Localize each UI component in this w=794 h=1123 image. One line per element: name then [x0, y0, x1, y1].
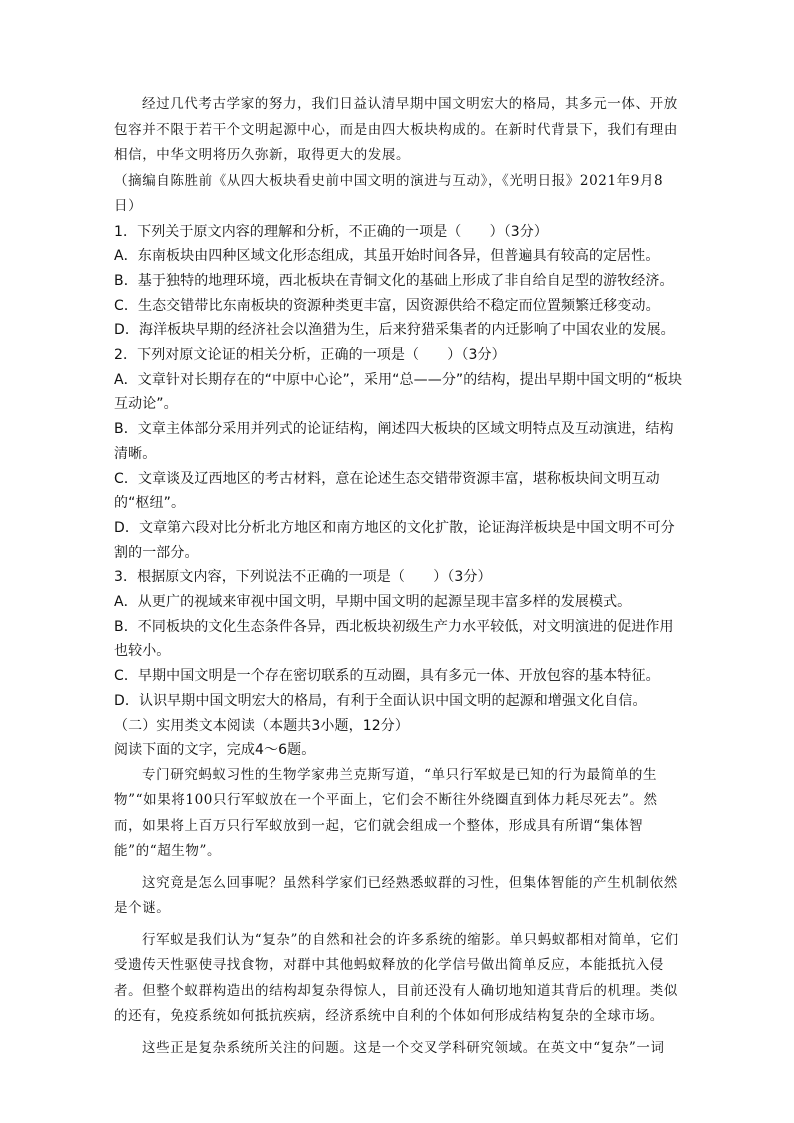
option-a: A．从更广的视域来审视中国文明，早期中国文明的起源呈现丰富多样的发展模式。 — [114, 594, 632, 611]
option-b: B．文章主体部分采用并列式的论证结构，阐述四大板块的区域文明特点及互动演进，结构清晰。 — [114, 421, 674, 462]
question-stem: 1．下列关于原文内容的理解和分析，不正确的一项是（ ）（3分） — [114, 223, 549, 240]
document-page — [114, 92, 684, 1061]
question-3 — [114, 565, 684, 713]
question-2 — [114, 343, 684, 565]
passage2-paragraph: 这些正是复杂系统所关注的问题。这是一个交叉学科研究领域。在英文中“复杂”一词 — [142, 1039, 665, 1056]
option-d: D．海洋板块早期的经济社会以渔猎为生，后来狩猎采集者的内迁影响了中国农业的发展。 — [114, 322, 675, 339]
question-stem: 3．根据原文内容，下列说法不正确的一项是（ ）（3分） — [114, 569, 492, 586]
option-a: A．文章针对长期存在的“中原中心论”，采用“总——分”的结构，提出早期中国文明的“板块互动论”。 — [114, 371, 683, 413]
passage1-paragraph: 经过几代考古学家的努力，我们日益认清早期中国文明宏大的格局，其多元一体、开放包容并不限于若干个文明起源中心，而是由四大板块构成的。在新时代背景下，我们有理由相信，中华文明将历久弥新，取得更大的发展。 — [114, 96, 678, 163]
passage2-paragraph: 行军蚁是我们认为“复杂”的自然和社会的许多系统的缩影。单只蚂蚁都相对简单，它们受遗传天性驱使寻找食物，对群中其他蚂蚁释放的化学信号做出简单反应，本能抵抗入侵者。但整个蚁群构造出的结构却复杂得惊人，目前还没有人确切地知道其背后的机理。类似的还有，免疫系统如何抵抗疾病，经济系统中自利的个体如何形成结构复杂的全球市场。 — [114, 931, 679, 1025]
section-instruction: 阅读下面的文字，完成4～6题。 — [114, 742, 316, 759]
source-citation: （摘编自陈胜前《从四大板块看史前中国文明的演进与互动》，《光明日报》2021年9月8日） — [114, 172, 664, 214]
question-stem: 2．下列对原文论证的相关分析，正确的一项是（ ）（3分） — [114, 347, 506, 364]
section-heading: （二）实用类文本阅读（本题共3小题，12分） — [114, 717, 409, 734]
option-b: B．不同板块的文化生态条件各异，西北板块初级生产力水平较低，对文明演进的促进作用也较小。 — [114, 618, 674, 660]
passage2 — [114, 763, 684, 1062]
option-d: D．认识早期中国文明宏大的格局，有利于全面认识中国文明的起源和增强文化自信。 — [114, 692, 647, 709]
option-d: D．文章第六段对比分析北方地区和南方地区的文化扩散，论证海洋板块是中国文明不可分割的一部分。 — [114, 519, 675, 561]
option-b: B．基于独特的地理环境，西北板块在青铜文化的基础上形成了非自给自足型的游牧经济。 — [114, 272, 674, 289]
passage2-paragraph: 专门研究蚂蚁习性的生物学家弗兰克斯写道，“单只行军蚁是已知的行为最简单的生物”“如果将100只行军蚁放在一个平面上，它们会不断往外绕圈直到体力耗尽死去”。然而，如果将上百万只行军蚁放到一起，它们就会组成一个整体，形成具有所谓“集体智能”的“超生物”。 — [114, 766, 658, 860]
option-c: C．文章谈及辽西地区的考古材料，意在论述生态交错带资源丰富，堪称板块间文明互动的“枢纽”。 — [114, 470, 660, 512]
passage2-paragraph: 这究竟是怎么回事呢？虽然科学家们已经熟悉蚁群的习性，但集体智能的产生机制依然是个谜。 — [114, 874, 678, 917]
option-c: C．早期中国文明是一个存在密切联系的互动圈，具有多元一体、开放包容的基本特征。 — [114, 668, 660, 685]
question-1 — [114, 220, 684, 344]
option-c: C．生态交错带比东南板块的资源种类更丰富，因资源供给不稳定而位置频繁迁移变动。 — [114, 297, 660, 314]
option-a: A．东南板块由四种区域文化形态组成，其虽开始时间各异，但普遍具有较高的定居性。 — [114, 248, 660, 265]
